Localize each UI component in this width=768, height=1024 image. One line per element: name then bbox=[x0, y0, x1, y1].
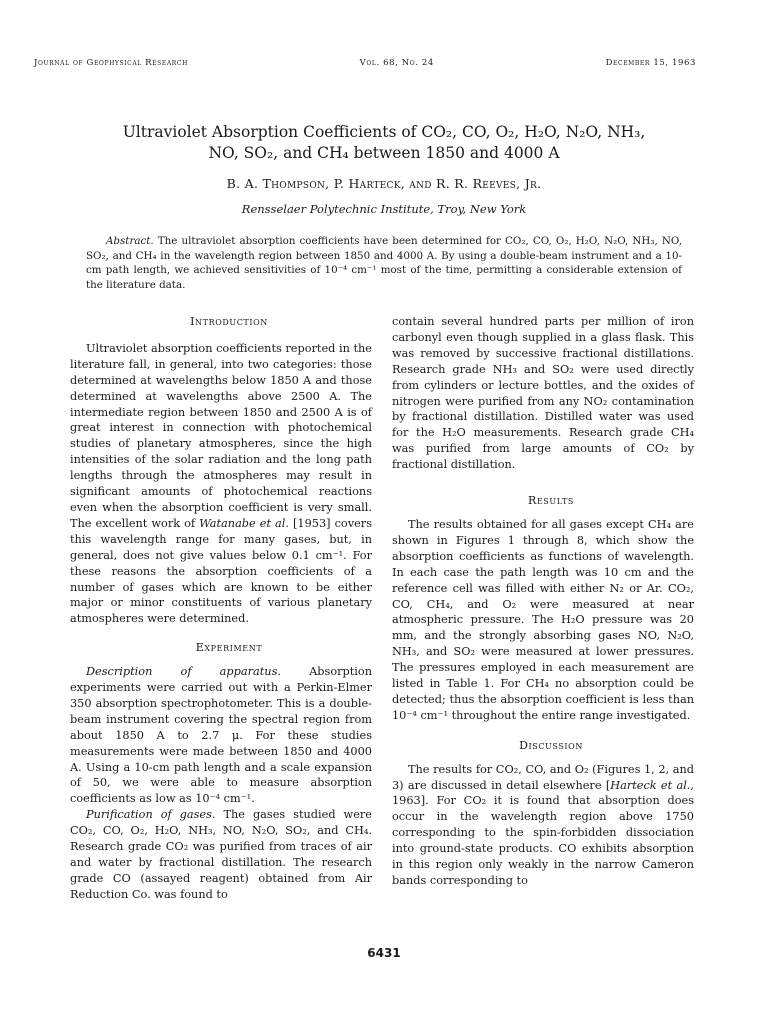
apparatus-paragraph: Description of apparatus. Absorption experiments were carried out with a Perkin-Elmer 350 absorption spectrophotometer. This is a double-beam instrument covering the spectral region from about 1850 A to 2.7 μ. For these studies measurements were made between 1850 and 4000 A. Using a 10-cm path length and a scale expansion of 50, we were able to measure absorption coefficients as low as 10⁻⁴ cm⁻¹. bbox=[70, 665, 372, 806]
apparatus-label: Description of apparatus. bbox=[86, 665, 281, 679]
discussion-heading: Discussion bbox=[519, 738, 583, 752]
left-column bbox=[70, 314, 372, 903]
citation-harteck: Harteck et al. bbox=[610, 778, 691, 792]
abstract-text: The ultraviolet absorption coefficients have been determined for CO₂, CO, O₂, H₂O, N₂O, NH₃, NO, SO₂, and CH₄ in the wavelength region between 1850 and 4000 A. By using a double-beam instrument and a 10-cm path length, we achieved sensitivities of 10⁻⁴ cm⁻¹ most of the time, permitting a considerable extension of the literature data. bbox=[86, 235, 682, 291]
title-line-1: Ultraviolet Absorption Coefficients of CO₂, CO, O₂, H₂O, N₂O, NH₃, bbox=[122, 123, 646, 141]
purification-paragraph: Purification of gases. The gases studied were CO₂, CO, O₂, H₂O, NH₃, NO, N₂O, SO₂, and CH₄. Research grade CO₂ was purified from traces of air and water by fractional distillation. The research grade CO (assayed reagent) obtained from Air Reduction Co. was found to bbox=[70, 808, 372, 901]
results-heading: Results bbox=[527, 494, 575, 508]
abstract-label: Abstract. bbox=[106, 235, 154, 247]
issue-date: December 15, 1963 bbox=[605, 58, 696, 68]
article-title bbox=[40, 122, 728, 164]
results-paragraph: The results obtained for all gases except CH₄ are shown in Figures 1 through 8, which show the absorption coefficients as functions of wavelength. In each case the path length was 10 cm and the reference cell was filled with either N₂ or Ar. CO₂, CO, CH₄, and O₂ were measured at near atmospheric pressure. The H₂O pressure was 20 mm, and the strongly absorbing gases NO, N₂O, NH₃, and SO₂ were measured at lower pressures. The pressures employed in each measurement are listed in Table 1. For CH₄ no absorption could be detected; thus the absorption coefficient is less than 10⁻⁴ cm⁻¹ throughout the entire range investigated. bbox=[392, 517, 694, 722]
purification-paragraph-continued: contain several hundred parts per million of iron carbonyl even though supplied in a glass flask. This was removed by successive fractional distillations. Research grade NH₃ and SO₂ were used directly from cylinders or lecture bottles, and the oxides of nitrogen were purified from any NO₂ contamination by fractional distillation. Distilled water was used for the H₂O measurements. Research grade CH₄ was purified from large amounts of CO₂ by fractional distillation. bbox=[392, 315, 694, 472]
title-line-2: NO, SO₂, and CH₄ between 1850 and 4000 A bbox=[208, 144, 560, 162]
discussion-paragraph: The results for CO₂, CO, and O₂ (Figures 1, 2, and 3) are discussed in detail elsewhere [Harteck et al., 1963]. For CO₂ it is found that absorption does occur in the wavelength region above 1750 corresponding to the spin-forbidden dissociation into ground-state products. CO exhibits absorption in this region only weakly in the narrow Cameron bands corresponding to bbox=[392, 762, 694, 887]
volume-number: Vol. 68, No. 24 bbox=[359, 58, 434, 68]
journal-name: Journal of Geophysical Research bbox=[34, 58, 188, 68]
introduction-paragraph: Ultraviolet absorption coefficients reported in the literature fall, in general, into two categories: those determined at wavelengths below 1850 A and those determined at wavelengths above 2500 A. The intermediate region between 1850 and 2500 A is of great interest in connection with photochemical studies of planetary atmospheres, since the high intensities of the solar radiation and the long path lengths through the atmospheres may result in significant amounts of photochemical reactions even when the absorption coefficient is very small. The excellent work of Watanabe et al. [1953] covers this wavelength range for many gases, but, in general, does not give values below 0.1 cm⁻¹. For these reasons the absorption coefficients of a number of gases which are known to be either major or minor constituents of various planetary atmospheres were determined. bbox=[70, 341, 373, 626]
running-head bbox=[34, 58, 696, 68]
introduction-heading: Introduction bbox=[190, 315, 268, 328]
author-list: B. A. Thompson, P. Harteck, and R. R. Reeves, Jr. bbox=[226, 176, 542, 191]
page-number: 6431 bbox=[367, 946, 401, 960]
citation-watanabe: Watanabe et al. bbox=[199, 516, 289, 530]
experiment-heading: Experiment bbox=[195, 641, 263, 655]
abstract bbox=[86, 234, 682, 292]
purification-label: Purification of gases. bbox=[86, 808, 216, 822]
right-column bbox=[392, 314, 694, 889]
affiliation: Rensselaer Polytechnic Institute, Troy, New York bbox=[241, 202, 527, 216]
